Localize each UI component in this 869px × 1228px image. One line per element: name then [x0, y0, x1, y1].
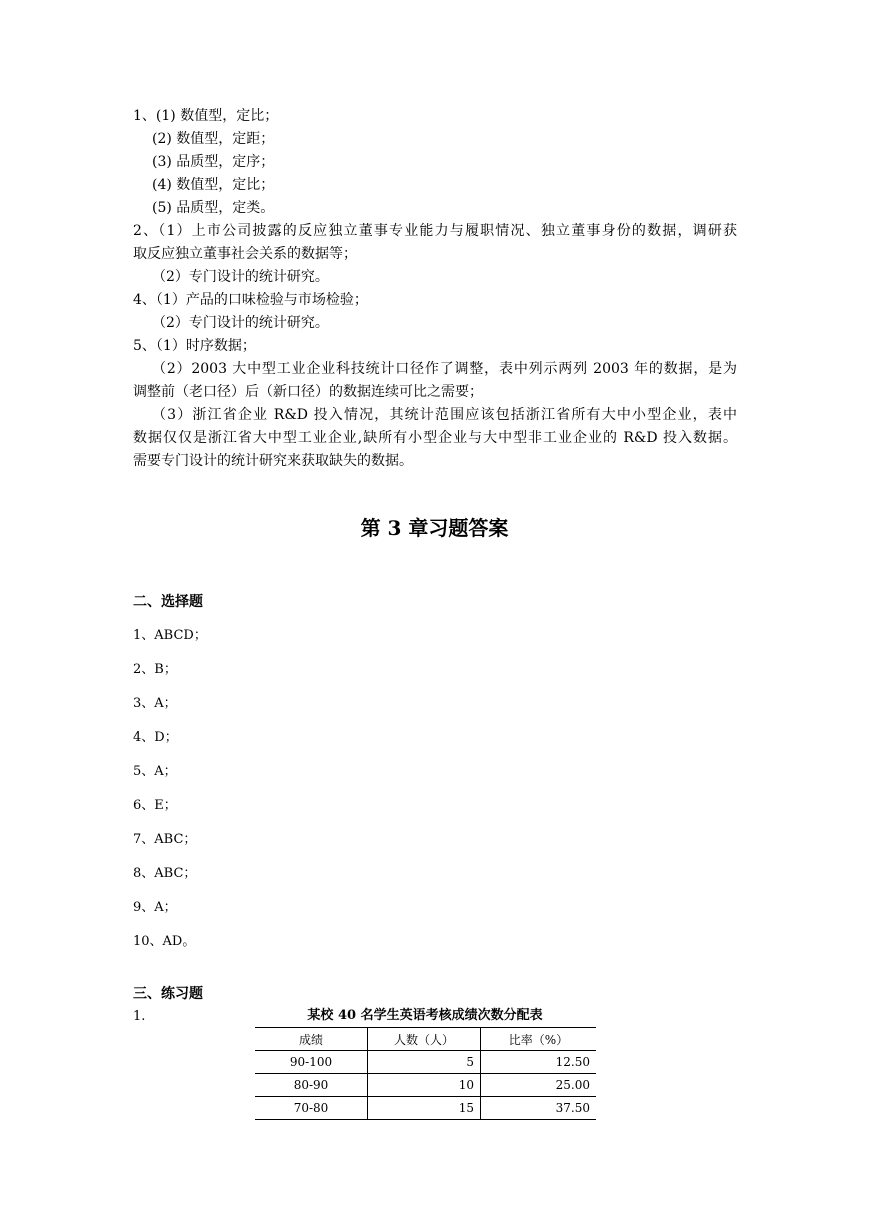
- choice-answer: 4、D；: [133, 730, 178, 745]
- choice-answer: 10、AD。: [133, 934, 196, 949]
- table-title: 某校 40 名学生英语考核成绩次数分配表: [307, 1008, 543, 1023]
- table-cell: 25.00: [481, 1074, 597, 1097]
- table-cell: 70-80: [255, 1097, 368, 1120]
- table-cell: 37.50: [481, 1097, 597, 1120]
- frequency-table: [255, 1027, 596, 1120]
- choice-answer: 3、A；: [133, 696, 177, 711]
- answer-line: 4、（1）产品的口味检验与市场检验；: [133, 292, 368, 308]
- answer-line: （2）专门设计的统计研究。: [152, 315, 329, 331]
- chapter-title: 第 3 章习题答案: [360, 516, 509, 540]
- table-cell: 90-100: [255, 1051, 368, 1074]
- exercise-number: 1.: [133, 1009, 146, 1024]
- choice-answer: 5、A；: [133, 764, 177, 779]
- table-cell: 15: [368, 1097, 481, 1120]
- answer-line: 2、（1）上市公司披露的反应独立董事专业能力与履职情况、独立董事身份的数据，调研获: [133, 223, 737, 239]
- answer-line: 1、(1) 数值型，定比；: [133, 108, 279, 124]
- answer-line: （2）2003 大中型工业企业科技统计口径作了调整，表中列示两列 2003 年的数据，是为: [152, 361, 737, 377]
- answer-line: 数据仅仅是浙江省大中型工业企业,缺所有小型企业与大中型非工业企业的 R&D 投入数据。: [133, 430, 737, 446]
- table-row: [255, 1097, 596, 1120]
- column-header: 成绩: [255, 1028, 368, 1051]
- table-cell: 12.50: [481, 1051, 597, 1074]
- answer-line: (3) 品质型，定序；: [152, 154, 275, 170]
- answer-line: （2）专门设计的统计研究。: [152, 269, 329, 285]
- answer-line: 调整前（老口径）后（新口径）的数据连续可比之需要；: [133, 384, 483, 400]
- section-heading-choice: 二、选择题: [133, 594, 203, 610]
- answer-line: 5、（1）时序数据；: [133, 338, 256, 354]
- choice-answer: 7、ABC；: [133, 832, 197, 847]
- answer-line: (2) 数值型，定距；: [152, 131, 275, 147]
- table-row: [255, 1051, 596, 1074]
- table-row: [255, 1074, 596, 1097]
- table-cell: 10: [368, 1074, 481, 1097]
- answer-line: 需要专门设计的统计研究来获取缺失的数据。: [133, 453, 413, 469]
- column-header: 比率（%）: [481, 1028, 597, 1051]
- choice-answer: 2、B；: [133, 662, 177, 677]
- choice-answer: 9、A；: [133, 900, 177, 915]
- answer-line: （3）浙江省企业 R&D 投入情况，其统计范围应该包括浙江省所有大中小型企业，表中: [152, 407, 737, 423]
- answer-line: 取反应独立董事社会关系的数据等；: [133, 246, 357, 262]
- answer-line: (4) 数值型，定比；: [152, 177, 275, 193]
- table-cell: 80-90: [255, 1074, 368, 1097]
- section-heading-exercise: 三、练习题: [133, 986, 203, 1002]
- answer-line: (5) 品质型，定类。: [152, 200, 275, 216]
- table-header-row: [255, 1028, 596, 1051]
- choice-answer: 6、E；: [133, 798, 177, 813]
- column-header: 人数（人）: [368, 1028, 481, 1051]
- choice-answer: 8、ABC；: [133, 866, 197, 881]
- choice-answer: 1、ABCD；: [133, 628, 207, 643]
- table-cell: 5: [368, 1051, 481, 1074]
